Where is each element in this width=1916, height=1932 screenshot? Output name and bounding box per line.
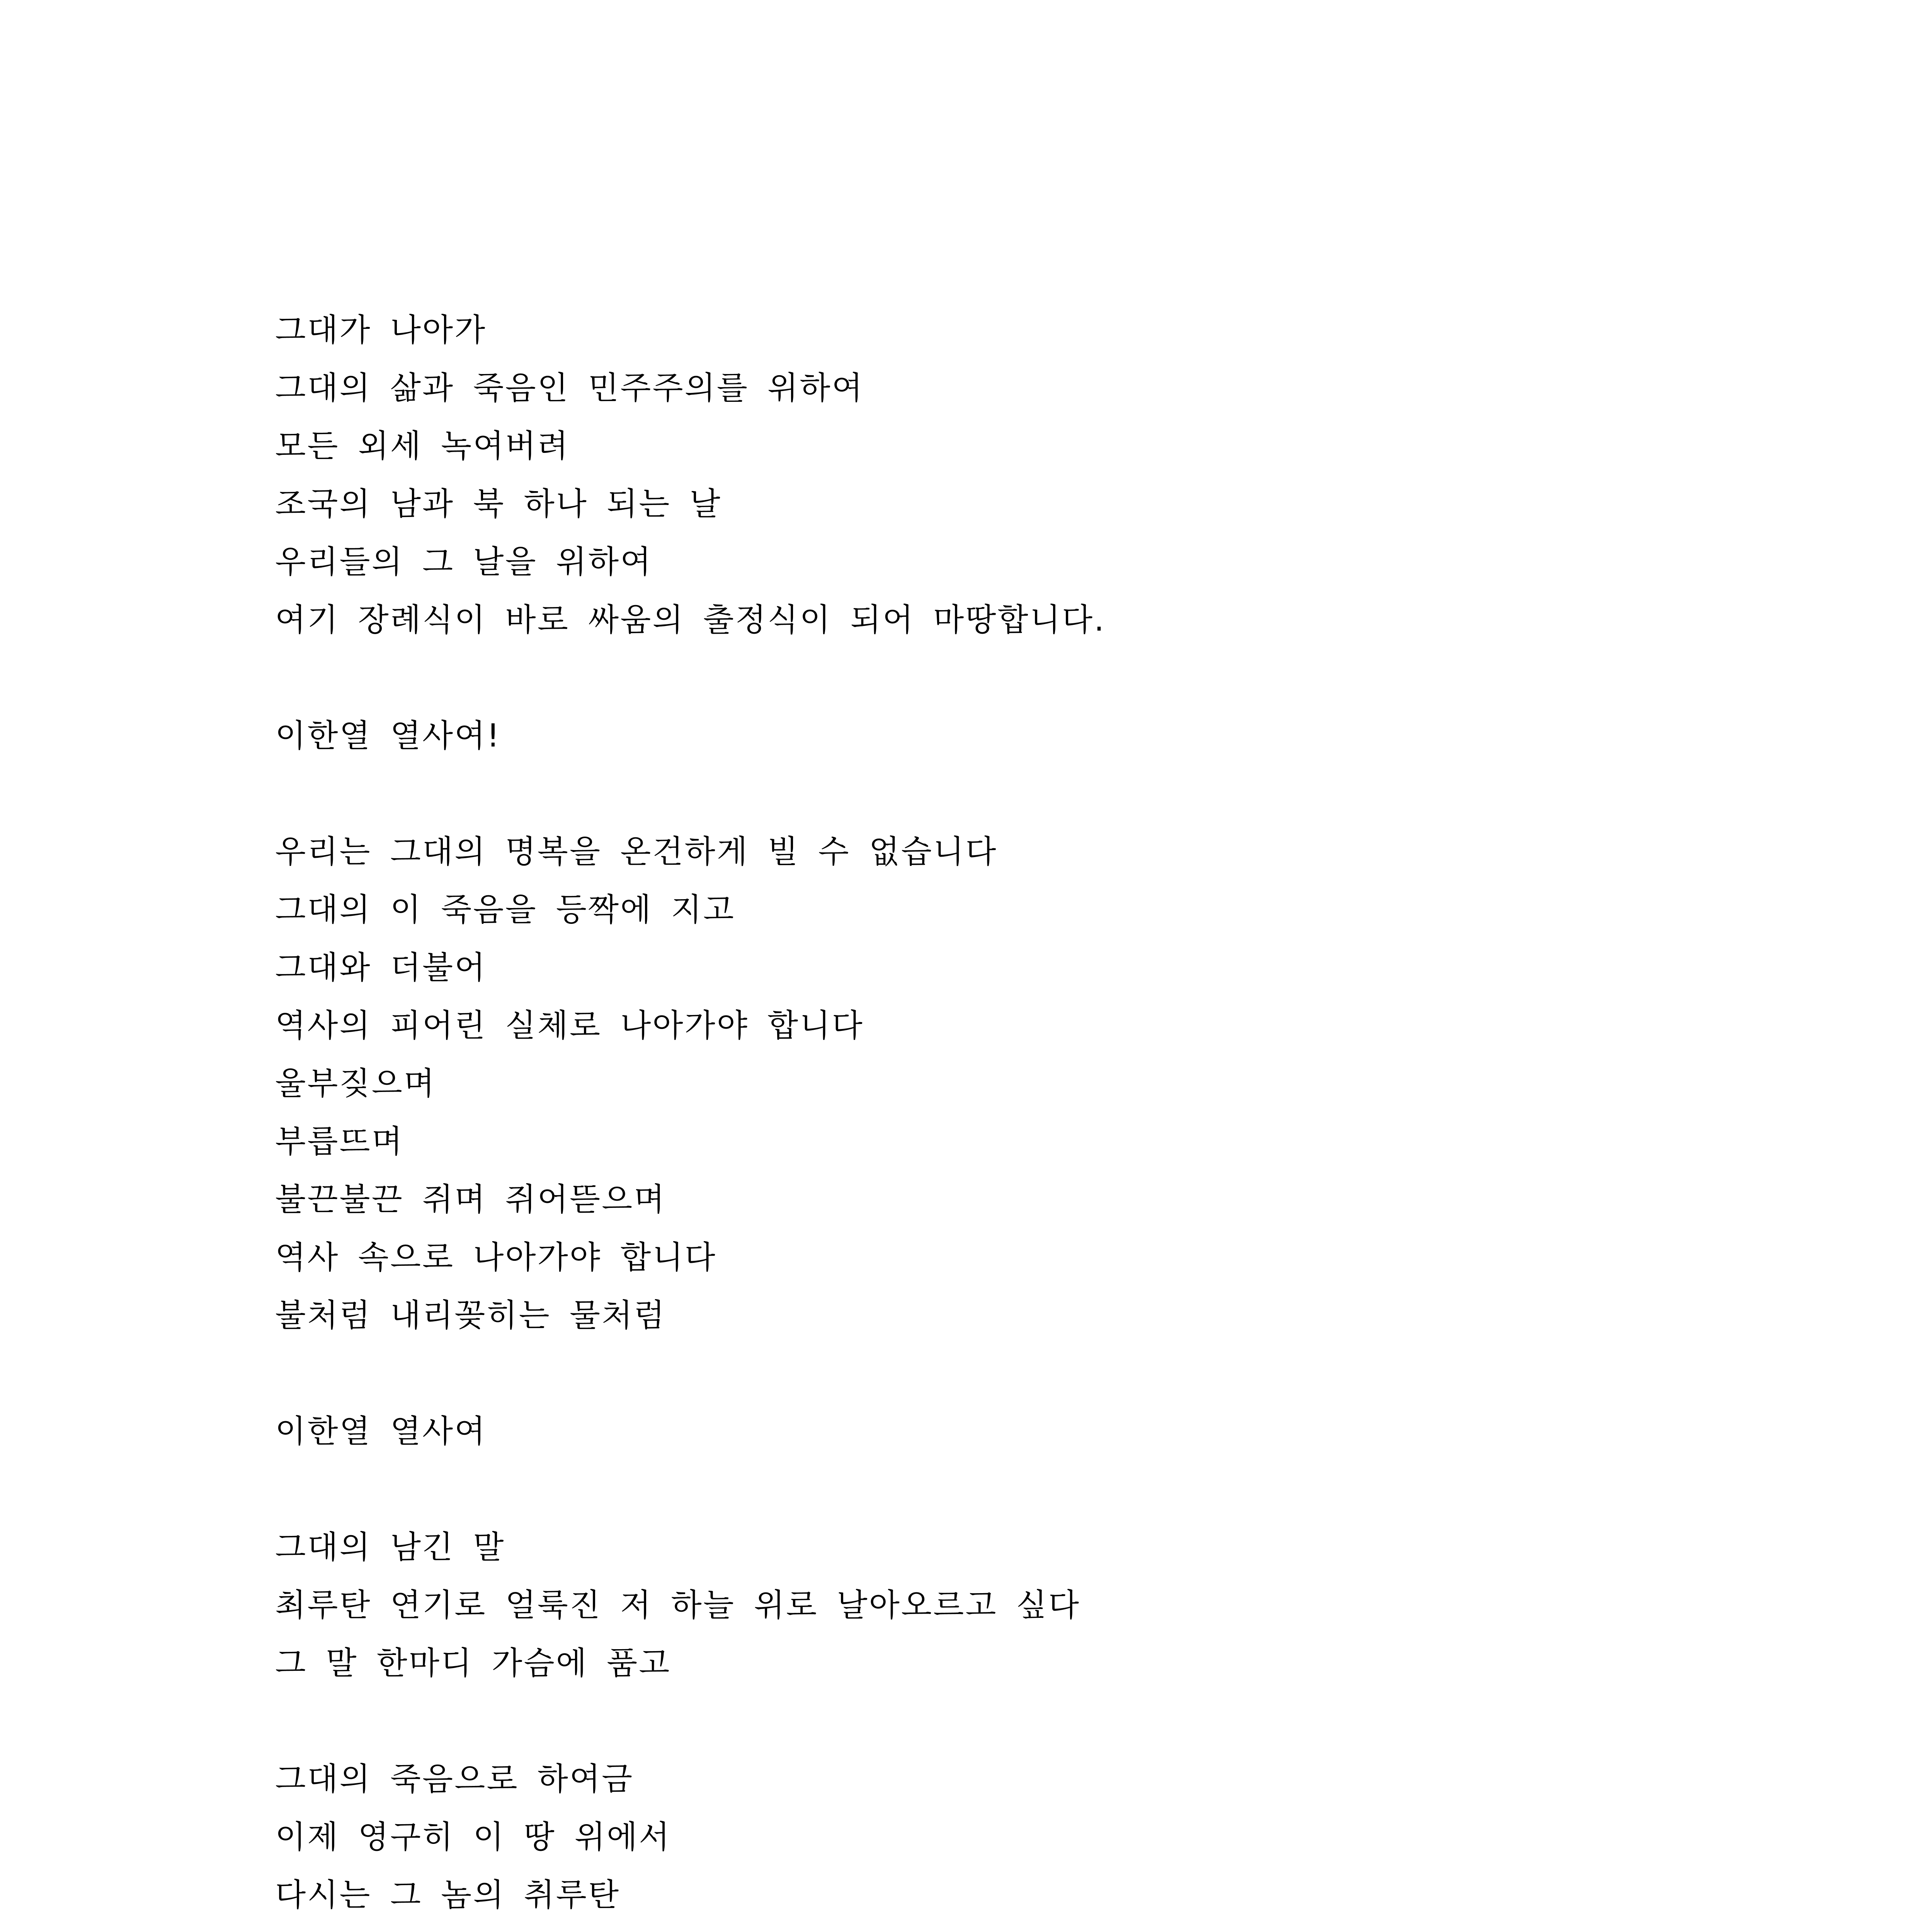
poem-line: 역사의 피어린 실체로 나아가야 합니다 xyxy=(275,1007,864,1044)
stanza xyxy=(275,1403,1782,1461)
poem-line: 그대의 이 죽음을 등짝에 지고 xyxy=(275,891,735,928)
poem-line: 이한열 열사여! xyxy=(275,718,501,754)
poem-line xyxy=(275,1924,1782,1932)
poem-line: 여기 장례식이 바로 싸움의 출정식이 되어 마땅합니다. xyxy=(275,602,1106,638)
poem-line: 다시는 그 놈의 취루탄 xyxy=(275,1877,621,1913)
poem-line: 그대의 죽음으로 하여금 xyxy=(275,1761,634,1798)
poem-body xyxy=(275,301,1782,1932)
poem-line: 우리들의 그 날을 위하여 xyxy=(275,544,653,580)
poem-line: 그 말 한마디 가슴에 품고 xyxy=(275,1645,671,1682)
stanza xyxy=(275,1519,1782,1692)
poem-line: 그대가 나아가 xyxy=(275,312,487,349)
stanza xyxy=(275,1750,1782,1932)
poem-line: 그대의 삶과 죽음인 민주주의를 위하여 xyxy=(275,370,864,406)
poem-line: 우리는 그대의 명복을 온건하게 빌 수 없습니다 xyxy=(275,833,998,870)
stanza xyxy=(275,707,1782,765)
poem-line: 그대와 더불어 xyxy=(275,949,487,986)
poem-line: 울부짖으며 xyxy=(275,1065,436,1102)
poem-line: 조국의 남과 북 하나 되는 날 xyxy=(275,486,722,522)
poem-line: 이한열 열사여 xyxy=(275,1413,487,1450)
poem-line: 불처럼 내리꽂히는 물처럼 xyxy=(275,1297,666,1334)
poem-line: 최루탄 연기로 얼룩진 저 하늘 위로 날아오르고 싶다 xyxy=(275,1587,1081,1624)
poem-line: 모든 외세 녹여버려 xyxy=(275,428,570,464)
poem-line: 이제 영구히 이 땅 위에서 xyxy=(275,1819,671,1855)
poem-line: 역사 속으로 나아가야 합니다 xyxy=(275,1239,717,1276)
poem-line: 불끈불끈 쥐며 쥐어뜯으며 xyxy=(275,1181,666,1218)
stanza xyxy=(275,823,1782,1345)
poem-line: 부릅뜨며 xyxy=(275,1123,404,1160)
stanza xyxy=(275,301,1782,649)
poem-line: 그대의 남긴 말 xyxy=(275,1529,505,1566)
